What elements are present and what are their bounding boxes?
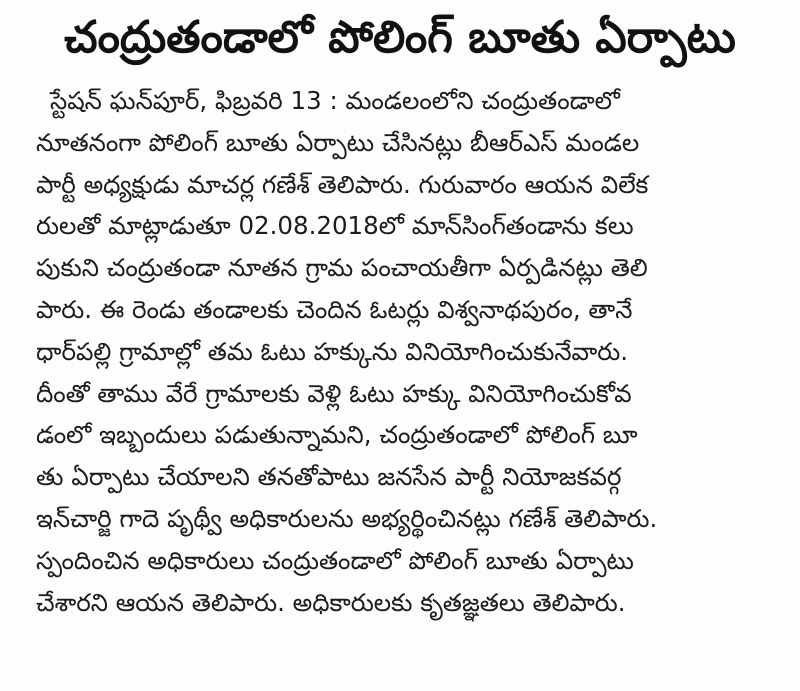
article-line: డంలో ఇబ్బందులు పడుతున్నామని, చంద్రుతండాలో పోలింగ్ బూ [36,420,638,450]
cutoff-text-fragment [36,672,776,691]
headline: చంద్రుతండాలో పోలింగ్ బూతు ఏర్పాటు [64,12,736,63]
article-body [36,80,796,623]
article-line: ఇన్‌చార్జి గాదె పృథ్వీ అధికారులను అభ్యర్థించినట్లు గణేశ్ తెలిపారు. [36,503,658,533]
article-line: ధార్‌పల్లి గ్రామాల్లో తమ ఓటు హక్కును వినియోగించుకునేవారు. [36,336,629,366]
article-line: స్టేషన్ ఘన్‌పూర్, ఫిబ్రవరి 13 : మండలంలోని చంద్రుతండాలో [50,86,620,115]
article-line: రులతో మాట్లాడుతూ 02.08.2018లో మాన్‌సింగ్‌తండాను కలు [36,211,634,241]
article-line: నూతనంగా పోలింగ్ బూతు ఏర్పాటు చేసినట్లు బీఆర్ఎస్ మండల [36,127,640,157]
article-line: పార్టీ అధ్యక్షుడు మాచర్ల గణేశ్ తెలిపారు. గురువారం ఆయన విలేక [36,169,649,199]
article-line: చేశారని ఆయన తెలిపారు. అధికారులకు కృతజ్ఞతలు తెలిపారు. [36,587,626,617]
next-article-cutoff [36,670,776,691]
article-line: స్పందించిన అధికారులు చంద్రుతండాలో పోలింగ్ బూతు ఏర్పాటు [36,545,634,575]
article-line: పుకుని చంద్రుతండా నూతన గ్రామ పంచాయతీగా ఏర్పడినట్లు తెలి [36,253,648,283]
article-line: పారు. ఈ రెండు తండాలకు చెందిన ఓటర్లు విశ్వనాథపురం, తానే [36,294,633,324]
article-line: తు ఏర్పాటు చేయాలని తనతోపాటు జనసేన పార్టీ నియోజకవర్గ [36,462,622,492]
article-line: దీంతో తాము వేరే గ్రామాలకు వెళ్లి ఓటు హక్కు వినియోగించుకోవ [36,378,632,408]
